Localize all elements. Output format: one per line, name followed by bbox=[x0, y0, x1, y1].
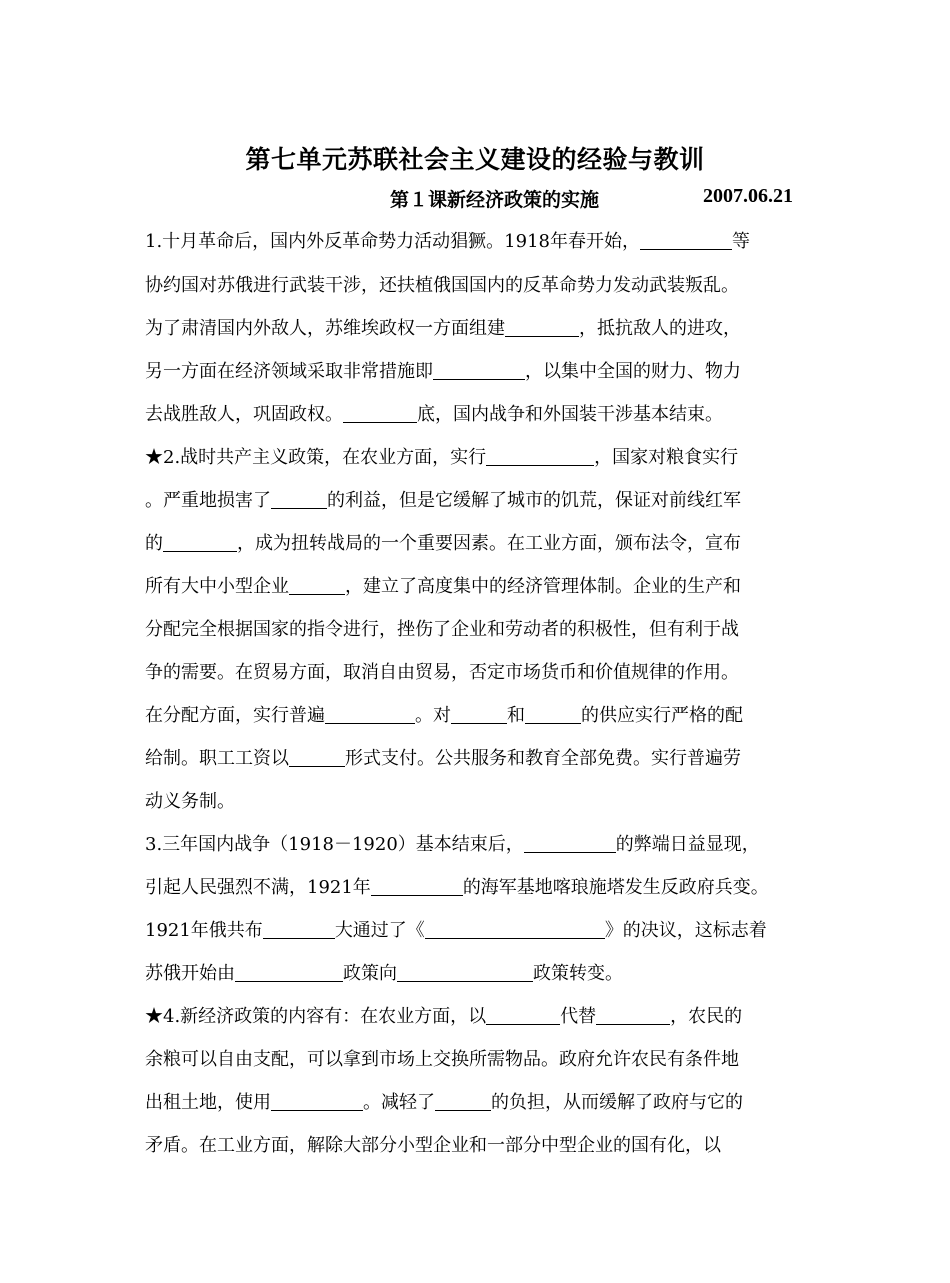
text-line: 争的需要。在贸易方面，取消自由贸易，否定市场货币和价值规律的作用。 bbox=[145, 662, 739, 683]
fill-blank bbox=[235, 963, 343, 982]
fill-blank bbox=[263, 920, 335, 939]
text-line: 所有大中小型企业 ，建立了高度集中的经济管理体制。企业的生产和 bbox=[145, 576, 741, 597]
text-line: 1.十月革命后，国内外反革命势力活动猖獗。1918年春开始， 等 bbox=[145, 231, 750, 252]
unit-title: 第七单元苏联社会主义建设的经验与教训 bbox=[245, 145, 705, 174]
fill-blank bbox=[433, 361, 525, 380]
text-line: 矛盾。在工业方面，解除大部分小型企业和一部分中型企业的国有化，以 bbox=[145, 1135, 721, 1156]
text-line: 给制。职工工资以 形式支付。公共服务和教育全部免费。实行普遍劳 bbox=[145, 748, 741, 769]
text-line: 1921年俄共布 大通过了《 》的决议，这标志着 bbox=[145, 920, 767, 941]
fill-blank bbox=[486, 1006, 560, 1025]
document-date: 2007.06.21 bbox=[703, 185, 793, 207]
fill-blank bbox=[435, 1092, 491, 1111]
fill-blank bbox=[397, 963, 533, 982]
fill-blank bbox=[325, 705, 415, 724]
text-line: 分配完全根据国家的指令进行，挫伤了企业和劳动者的积极性，但有利于战 bbox=[145, 619, 739, 640]
fill-blank bbox=[486, 447, 594, 466]
text-line: ★4.新经济政策的内容有：在农业方面，以 代替 ，农民的 bbox=[145, 1006, 743, 1027]
text-line: 协约国对苏俄进行武装干涉，还扶植俄国国内的反革命势力发动武装叛乱。 bbox=[145, 275, 739, 296]
text-line: 去战胜敌人，巩固政权。 底，国内战争和外国装干涉基本结束。 bbox=[145, 404, 723, 425]
text-line: 苏俄开始由 政策向 政策转变。 bbox=[145, 963, 623, 984]
lesson-subtitle bbox=[390, 185, 793, 212]
fill-blank bbox=[451, 705, 507, 724]
lesson-title: 第１课新经济政策的实施 bbox=[390, 189, 600, 211]
fill-blank bbox=[271, 490, 327, 509]
text-line: 的 ，成为扭转战局的一个重要因素。在工业方面，颁布法令，宣布 bbox=[145, 533, 741, 554]
fill-blank bbox=[371, 877, 463, 896]
text-line: 另一方面在经济领域采取非常措施即 ，以集中全国的财力、物力 bbox=[145, 361, 741, 382]
fill-blank bbox=[525, 705, 581, 724]
fill-blank bbox=[271, 1092, 363, 1111]
fill-blank bbox=[289, 748, 345, 767]
text-line: 余粮可以自由支配，可以拿到市场上交换所需物品。政府允许农民有条件地 bbox=[145, 1049, 739, 1070]
text-line: 3.三年国内战争（1918－1920）基本结束后， 的弊端日益显现， bbox=[145, 834, 760, 855]
text-line: 引起人民强烈不满，1921年 的海军基地喀琅施塔发生反政府兵变。 bbox=[145, 877, 769, 898]
fill-blank bbox=[596, 1006, 670, 1025]
fill-blank bbox=[289, 576, 345, 595]
text-line: 在分配方面，实行普遍 。对 和 的供应实行严格的配 bbox=[145, 705, 743, 726]
text-line: 。严重地损害了 的利益，但是它缓解了城市的饥荒，保证对前线红军 bbox=[145, 490, 741, 511]
fill-blank bbox=[343, 404, 417, 423]
text-line: 动义务制。 bbox=[145, 791, 235, 812]
text-line: ★2.战时共产主义政策，在农业方面，实行 ，国家对粮食实行 bbox=[145, 447, 739, 468]
fill-blank bbox=[425, 920, 605, 939]
fill-blank bbox=[640, 231, 732, 250]
text-line: 为了肃清国内外敌人，苏维埃政权一方面组建 ，抵抗敌人的进攻， bbox=[145, 318, 741, 339]
fill-blank bbox=[163, 533, 237, 552]
text-line: 出租土地，使用 。减轻了 的负担，从而缓解了政府与它的 bbox=[145, 1092, 743, 1113]
fill-blank bbox=[524, 834, 616, 853]
fill-blank bbox=[505, 318, 579, 337]
